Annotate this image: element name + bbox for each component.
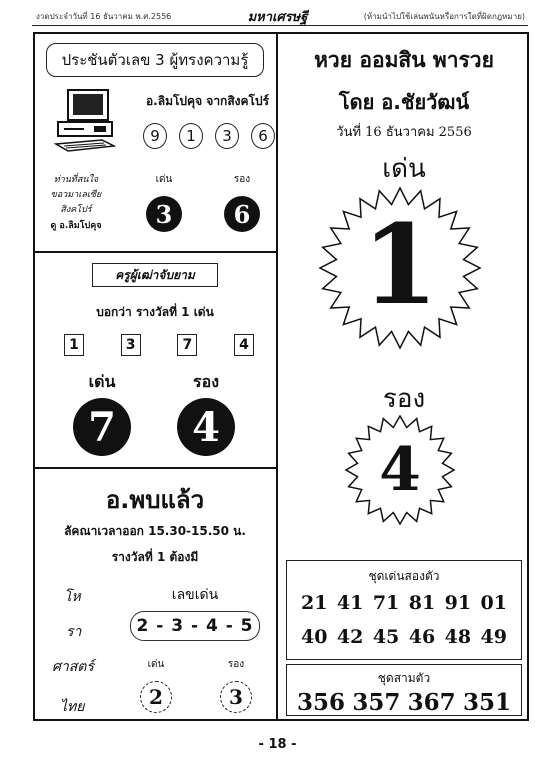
section2-digits (64, 334, 254, 356)
section1-side-note-line: ดู อ.ลิมโปคุจ (50, 221, 102, 231)
section2-title: ครูผู้เฒ่าจับยาม (92, 263, 218, 287)
two-digit-number: 40 (301, 626, 328, 648)
two-digit-box (286, 560, 522, 660)
three-digit-row (287, 689, 521, 716)
section1-sub-label: รอง (233, 174, 251, 185)
three-digit-title: ชุดสามตัว (377, 671, 431, 685)
section2-main-label: เด่น (88, 372, 116, 391)
section1-title: ประชันตัวเลข 3 ผู้ทรงความรู้ (46, 43, 264, 77)
section3-main-label: เลขเด่น (171, 587, 219, 603)
section3-time-line: ลัคณาเวลาออก 15.30-15.50 น. (64, 524, 246, 538)
two-digit-number: 48 (444, 626, 472, 648)
computer-illustration (54, 88, 116, 154)
right-main-label: เด่น (382, 154, 426, 184)
section-divider-1 (33, 251, 277, 253)
section1-side-note-line: ขอวมาเลเซีย (50, 190, 102, 200)
header-disclaimer: (ห้ามนำไปใช้เล่นพนันหรือการใดที่ผิดกฎหมาย) (363, 12, 525, 21)
two-digit-number: 81 (408, 592, 436, 614)
section2-sub-label: รอง (192, 372, 219, 391)
right-sub-number: 4 (379, 435, 421, 505)
two-digit-number: 01 (480, 592, 507, 614)
right-main-number: 1 (361, 200, 439, 329)
section2-digit: 3 (121, 334, 141, 356)
section3-side-label: ศาสตร์ (52, 659, 94, 675)
three-digit-number: 351 (462, 689, 511, 716)
column-divider (276, 32, 278, 721)
section2-digit: 4 (234, 334, 254, 356)
section1-main-label: เด่น (155, 174, 173, 185)
header-rule (32, 25, 528, 26)
section2-sub-number: 4 (177, 398, 235, 456)
two-digit-number: 42 (336, 626, 364, 648)
section3-title: อ.พบแล้ว (105, 486, 205, 514)
two-digit-row-2 (287, 626, 521, 648)
section3-secondary-number: 3 (220, 681, 252, 713)
two-digit-title: ชุดเด่นสองตัว (368, 569, 440, 583)
header-issue-date: งวดประจำวันที่ 16 ธันวาคม พ.ศ.2556 (36, 12, 172, 21)
section1-digit: 9 (143, 123, 167, 149)
section2-digit: 7 (177, 334, 197, 356)
two-digit-number: 91 (444, 592, 472, 614)
right-date: วันที่ 16 ธันวาคม 2556 (336, 125, 472, 140)
section3-dominant-number: 2 (140, 681, 172, 713)
right-author: โดย อ.ชัยวัฒน์ (338, 90, 470, 114)
two-digit-number: 21 (301, 592, 328, 614)
two-digit-number: 71 (372, 592, 400, 614)
section1-digit: 6 (251, 123, 275, 149)
page-number: - 18 - (258, 737, 297, 752)
section1-side-note-line: ท่านที่สนใจ (53, 175, 99, 185)
section3-secondary-label: รอง (227, 659, 245, 670)
three-digit-number: 357 (352, 689, 401, 716)
three-digit-number: 367 (407, 689, 456, 716)
section2-sentence: บอกว่า รางวัลที่ 1 เด่น (96, 305, 214, 319)
section1-sub-number: 6 (224, 196, 260, 232)
section2-main-number: 7 (73, 398, 131, 456)
section1-main-number: 3 (146, 196, 182, 232)
two-digit-number: 41 (336, 592, 364, 614)
two-digit-number: 46 (408, 626, 436, 648)
section3-side-label: ไทย (60, 699, 85, 715)
two-digit-number: 49 (480, 626, 507, 648)
section1-side-note-line: สิงคโปร์ (60, 205, 92, 215)
two-digit-row-1 (287, 592, 521, 614)
right-sub-label: รอง (382, 384, 426, 414)
section3-side-label: รา (66, 624, 82, 640)
section3-prize-line: รางวัลที่ 1 ต้องมี (111, 550, 199, 564)
section1-digits (143, 123, 275, 149)
section3-main-value: 2 - 3 - 4 - 5 (130, 611, 260, 641)
section-divider-2 (33, 467, 277, 469)
section3-side-label: โห (64, 589, 81, 605)
two-digit-number: 45 (372, 626, 400, 648)
three-digit-box (286, 664, 522, 716)
right-title: หวย ออมสิน พารวย (314, 48, 494, 72)
section1-digit: 3 (215, 123, 239, 149)
section3-dominant-label: เด่น (147, 659, 165, 670)
header-publication-name: มหาเศรษฐี (247, 10, 308, 25)
section1-digit: 1 (179, 123, 203, 149)
section2-digit: 1 (64, 334, 84, 356)
three-digit-number: 356 (297, 689, 346, 716)
section1-master-name: อ.ลิมโปคุจ จากสิงคโปร์ (145, 94, 270, 108)
